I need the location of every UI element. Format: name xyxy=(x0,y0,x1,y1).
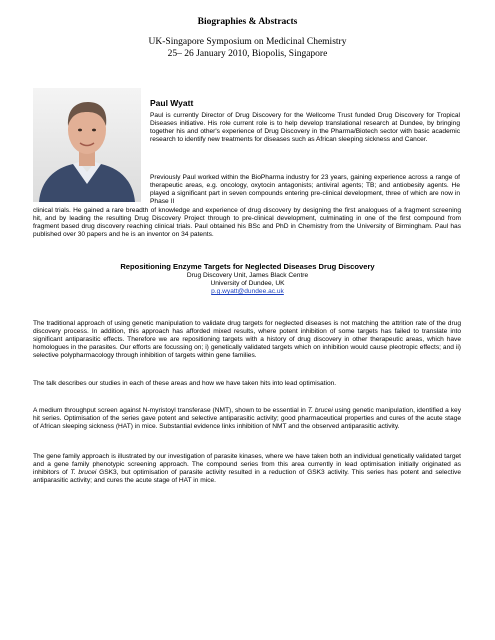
species-name: T. brucei xyxy=(70,469,97,477)
document-title: Biographies & Abstracts xyxy=(197,17,298,27)
event-name: UK-Singapore Symposium on Medicinal Chemistry xyxy=(148,37,347,47)
abstract-paragraph-3 xyxy=(33,407,461,431)
speaker-photo xyxy=(33,88,141,202)
abstract-title: Repositioning Enzyme Targets for Neglected Diseases Drug Discovery xyxy=(120,262,375,271)
bio-paragraph-2-bottom: clinical trials. He gained a rare breadth of knowledge and experience of drug discovery by designing the first analogues of a fragment screening hit, and by leading the resulting Drug Discovery Project through to pre-clinical development, culminating in one of the first compound from fragment based drug discovery reaching clinical trials. Paul obtained his BSc and PhD in Chemistry from the University of Birmingham. Paul has published over 30 papers and he is an inventor on 34 patents. xyxy=(33,207,461,239)
abstract-paragraph-4-a: The gene family approach is illustrated by our investigation of parasite kinases, where we have taken both an individual genetically validated target and a gene family phenotypic screening approach. The compound series from this area currently in lead optimisation initially originated as inhibitors of xyxy=(33,453,461,477)
abstract-paragraph-3-a: A medium throughput screen against N-myristoyl transferase (NMT), shown to be essential in xyxy=(33,407,308,414)
abstract-paragraph-3-b: using genetic manipulation, identified a key hit series. Optimisation of the series gave potent and selective antiparasitic activity; good pharmaceutical properties and cures of the acute stage of African sleeping sickness (HAT) in mice. Substantial evidence links inhibition of NMT and the observed antiparasitic activity. xyxy=(33,407,462,431)
abstract-paragraph-4 xyxy=(33,453,461,485)
bio-paragraph-1: Paul is currently Director of Drug Discovery for the Wellcome Trust funded Drug Discovery for Tropical Diseases initiative. His role current role is to help develop translational research at Dundee, by bringing together his and other's experience of Drug Discovery in the Pharma/Biotech sector with basic academic research to identify new treatments for diseases such as African sleeping sickness and Cancer. xyxy=(150,112,460,144)
affiliation xyxy=(0,272,495,296)
bio-paragraph-2-top: Previously Paul worked within the BioPharma industry for 23 years, gaining experience across a range of therapeutic areas, e.g. oncology, oxytocin antagonists; antiviral agents; TB; and antiobesity agents. He played a significant part in seven compounds entering pre-clinical development, three of which are now in Phase II xyxy=(150,174,460,206)
document-header xyxy=(0,16,495,60)
affiliation-university: University of Dundee, UK xyxy=(210,280,285,288)
email-link[interactable]: p.g.wyatt@dundee.ac.uk xyxy=(211,288,284,296)
affiliation-unit: Drug Discovery Unit, James Black Centre xyxy=(186,272,309,279)
event-dates: 25– 26 January 2010, Biopolis, Singapore xyxy=(167,49,328,59)
abstract-paragraph-1: The traditional approach of using genetic manipulation to validate drug targets for neglected diseases is not matching the attrition rate of the drug discovery process. In addition, this approach has afforded mixed results, where potent inhibition of some targets has failed to translate into significant antiparasitic effects. Therefore we are repositioning targets with a history of drug discovery in other therapeutic areas, which have homologues in the parasites. Our efforts are focussing on; i) genetically validated targets which on inhibition would cause pleotropic effects; and ii) selective polypharmacology through inhibition of targets within gene families. xyxy=(33,320,461,360)
species-name: T. brucei xyxy=(307,407,333,414)
speaker-name: Paul Wyatt xyxy=(150,98,194,108)
abstract-paragraph-4-b: GSK3, but optimisation of parasite activity resulted in a reduction of GSK3 activity. This series has potent and selective antiparasitic activity; and cures the acute stage of HAT in mice. xyxy=(33,469,461,485)
abstract-paragraph-2: The talk describes our studies in each of these areas and how we have taken hits into lead optimisation. xyxy=(33,380,337,387)
